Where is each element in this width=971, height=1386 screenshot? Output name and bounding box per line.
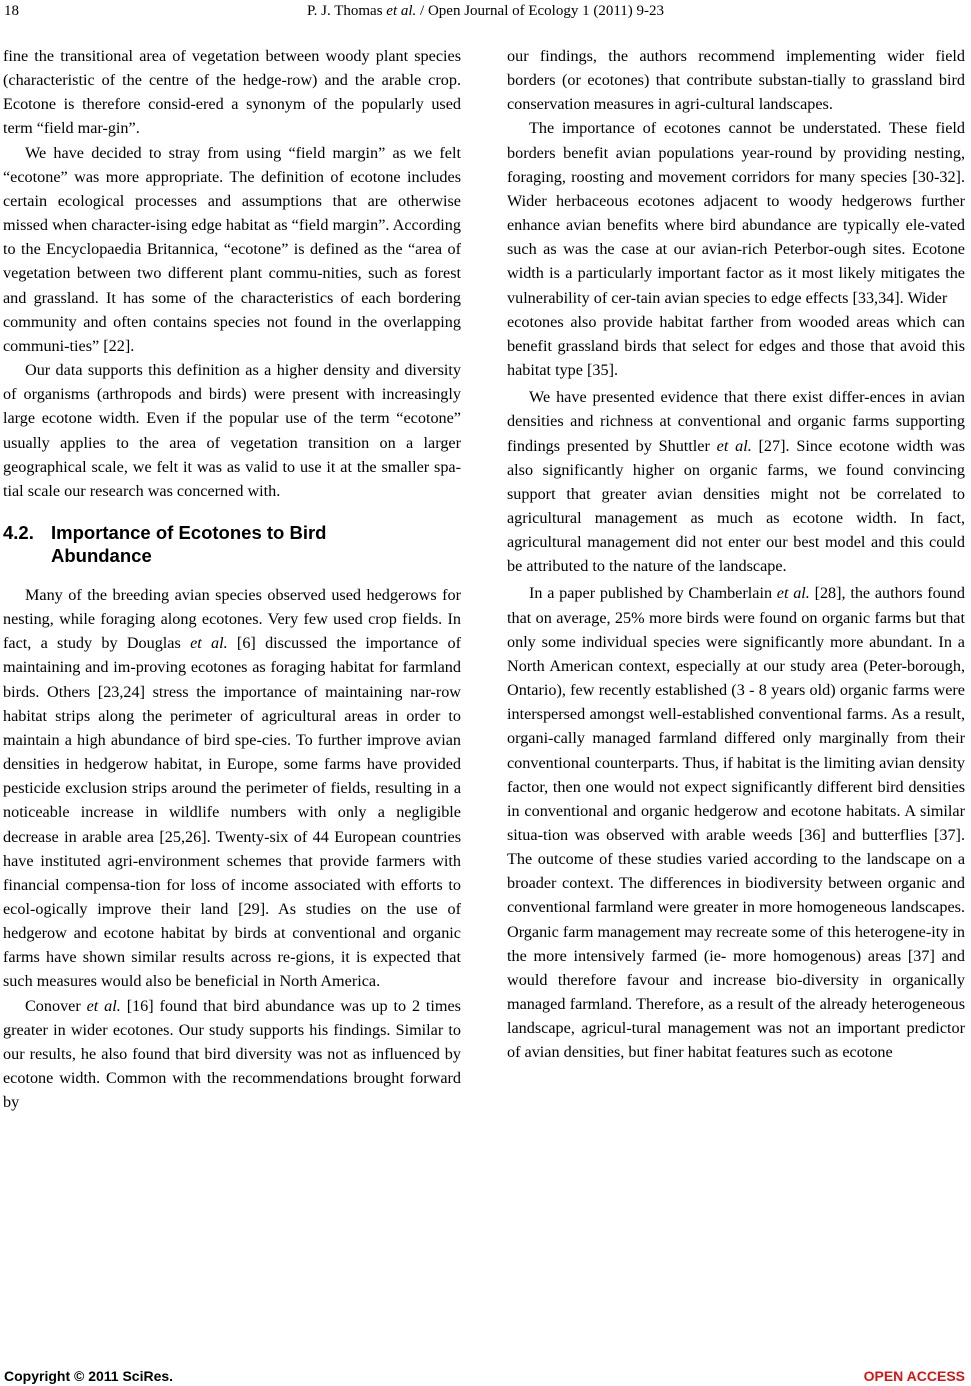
et-al-italic: et al. (86, 996, 121, 1015)
running-head-journal: / Open Journal of Ecology 1 (2011) 9-23 (416, 3, 665, 19)
left-column (3, 44, 461, 1114)
paragraph: fine the transitional area of vegetation between woody plant species (characteristic of the centre of the hedge-row) and the arable crop. Ecotone is therefore consid-ered a synonym of the popularly used term “field mar-gin”. (3, 47, 461, 138)
page-header (0, 0, 971, 22)
paragraph-text: In a paper published by Chamberlain (529, 584, 777, 603)
paragraph-text: [28], the authors found that on average, 25% more birds were found on organic farms but that only some individual species were significantly more abundant. In a North American context, especially at our study area (Peter-borough, Ontario), few recently established (3 - 8 years old) organic farms were interspersed amongst well-established conventional farms. As a result, organi-cally managed farmland differed only marginally from their conventional counterparts. Thus, if habitat is the limiting avian density factor, then one would not expect significantly different bird densities in conventional and organic hedgerow and ecotone habitats. A similar situa-tion was observed with arable weeds [36] and butterflies [37]. The outcome of these studies varied according to the landscape on a broader context. The differences in biodiversity between organic and conventional farmland were greater in more homogeneous landscapes. Organic farm management may recreate some of this heterogene-ity in the more intensively farmed (ie- more homogenous) areas [37] and would therefore favour and increase bio-diversity in organically managed farmland. Therefore, as a result of the already heterogeneous landscape, agricul-tural management was not an important predictor of avian densities, but finer habitat features such as ecotone (507, 584, 965, 1062)
running-head (0, 0, 971, 22)
paragraph: Our data supports this definition as a higher density and diversity of organisms (arthropods and birds) were present with increasingly large ecotone width. Even if the popular use of the term “ecotone” usually applies to the area of vegetation transition on a larger geographical scale, we felt it was as valid to use it at the smaller spa-tial scale our research was concerned with. (3, 361, 461, 500)
paragraph-text: [16] found that bird abundance was up to 2 times greater in wider ecotones. Our study supports his findings. Similar to our results, he also found that bird diversity was not as influenced by ecotone width. Common with the recommendations brought forward by (3, 996, 461, 1112)
paragraph (507, 581, 965, 1064)
section-title-line1: Importance of Ecotones to Bird (51, 521, 327, 543)
section-title-line2: Abundance (51, 544, 152, 566)
paragraph: We have decided to stray from using “field margin” as we felt “ecotone” was more appropriate. The definition of ecotone includes certain ecological processes and assumptions that are otherwise missed when character-ising edge habitat as “field margin”. According to the Encyclopaedia Britannica, “ecotone” is defined as the “area of vegetation between two different plant commu-nities, such as forest and grassland. It has some of the characteristics of each bordering community and often contains species not found in the overlapping communi-ties” [22]. (3, 143, 461, 355)
paragraph-text: [27]. Since ecotone width was also significantly higher on organic farms, we found convincing support that greater avian densities might not be correlated to agricultural management as much as ecotone width. In fact, agricultural management did not enter our best model and this could be attributed to the nature of the landscape. (507, 436, 966, 576)
paragraph (3, 583, 461, 994)
running-head-et-al: et al. (386, 3, 417, 19)
section-number: 4.2. (3, 521, 34, 543)
page-number: 18 (4, 3, 19, 19)
page-footer (0, 1366, 971, 1386)
open-access-label: OPEN ACCESS (863, 1368, 965, 1384)
paragraph: ecotones also provide habitat farther from wooded areas which can benefit grassland birds that select for edges and those that avoid this habitat type [35]. (507, 312, 965, 380)
paragraph-text: Many of the breeding avian species observed used hedgerows for nesting, while foraging along ecotones. Very few used crop fields. In fact, a study by Douglas (3, 585, 461, 653)
paragraph: The importance of ecotones cannot be understated. These field borders benefit avian populations year-round by providing nesting, foraging, roosting and movement corridors for many species [30-32]. Wider herbaceous ecotones adjacent to woody hedgerows further enhance avian benefits where bird abundance are typically ele-vated such as was the case at our avian-rich Peterbor-ough sites. Ecotone width is a particularly important factor as it most likely mitigates the vulnerability of cer-tain avian species to edge effects [33,34]. Wider (507, 119, 965, 307)
copyright-notice: Copyright © 2011 SciRes. (4, 1368, 174, 1384)
section-heading (3, 521, 461, 567)
paragraph: our findings, the authors recommend implementing wider field borders (or ecotones) that contribute substan-tially to grassland bird conservation measures in agri-cultural landscapes. (507, 47, 965, 114)
paragraph (3, 994, 461, 1115)
paragraph-text: We have presented evidence that there exist differ-ences in avian densities and richness at conventional and organic farms supporting findings presented by Shuttler (507, 388, 965, 455)
running-head-authors: P. J. Thomas (306, 3, 387, 19)
et-al-italic: et al. (190, 634, 228, 653)
paragraph-text: [6] discussed the importance of maintaining and im-proving ecotones as foraging habitat for farmland birds. Others [23,24] stress the importance of maintaining nar-row habitat strips along the perimeter of agricultural areas in order to maintain a high abundance of bird spe-cies. To further improve avian densities in hedgerow habitat, in Europe, some farms have provided pesticide exclusion strips around the perimeter of fields, resulting in a noticeable increase in wildlife numbers with only a negligible decrease in arable area [25,26]. Twenty-six of 44 European countries have instituted agri-environment schemes that provide farmers with financial compensa-tion for loss of income associated with efforts to ecol-ogically improve their land [29]. As studies on the use of hedgerow and ecotone habitat by birds at conventional and organic farms have shown similar results across re-gions, it is expected that such measures would also be beneficial in North America. (3, 634, 461, 991)
paragraph (507, 385, 965, 578)
right-column (507, 44, 965, 1065)
et-al-italic: et al. (776, 584, 810, 603)
et-al-italic: et al. (716, 436, 752, 455)
paragraph-text: Conover (25, 996, 87, 1015)
